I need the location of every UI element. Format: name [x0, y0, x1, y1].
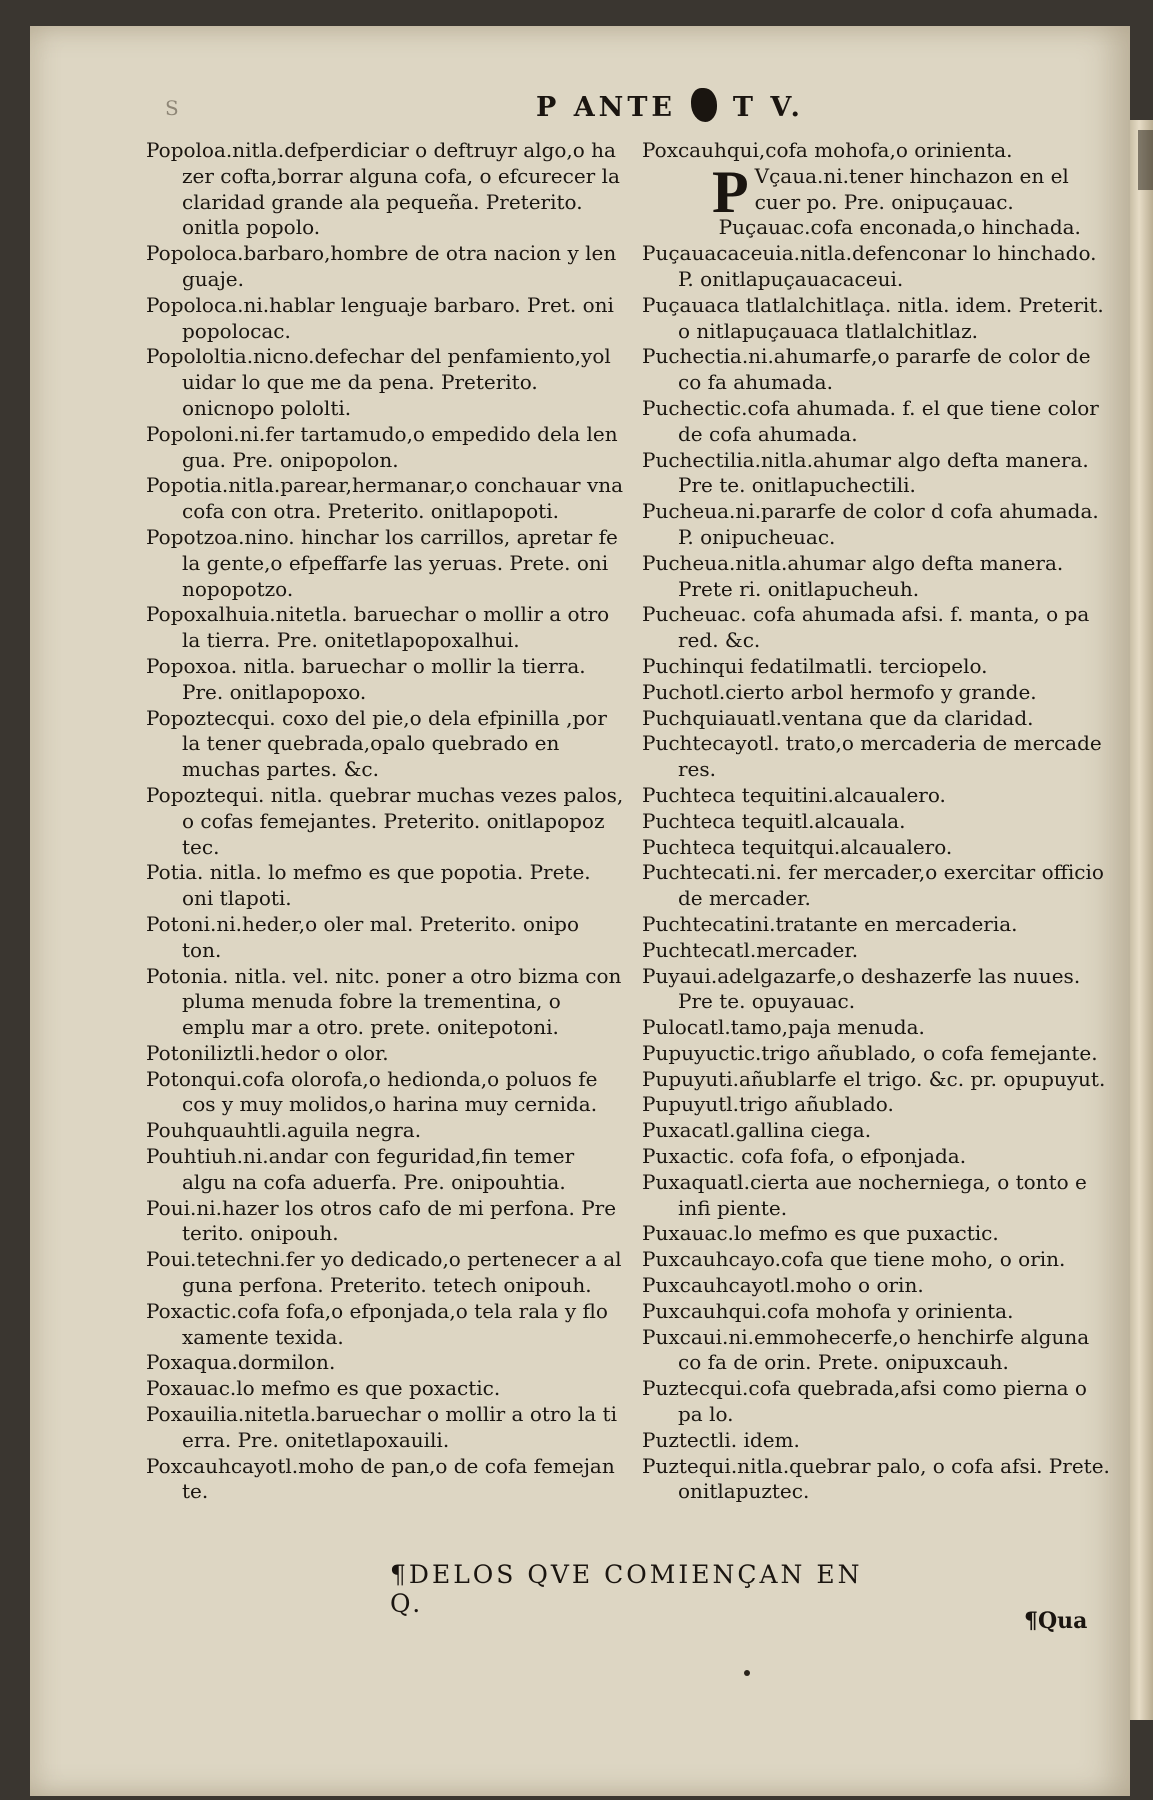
dictionary-entry: Popoxalhuia.nitetla. baruechar o mollir a otro la tierra. Pre. onitetlapopoxalhui. — [146, 602, 610, 653]
dictionary-entry: Poxcauhqui,cofa mohofa,o orinienta. — [642, 138, 1013, 162]
dictionary-entry: Pucheua.nitla.ahumar algo defta manera. Prete ri. onitlapucheuh. — [642, 550, 1064, 601]
dictionary-entry: Popoloca.ni.hablar lenguaje barbaro. Pret. oni popolocac. — [146, 292, 614, 343]
dictionary-entry: Puztequi.nitla.quebrar palo, o cofa afsi. Prete. onitlapuztec. — [642, 1453, 1110, 1504]
dictionary-entry: Puchectilia.nitla.ahumar algo defta manera. Pre te. onitlapuchectili. — [642, 447, 1089, 498]
dictionary-entry: Puchteca tequitqui.alcaualero. — [642, 834, 953, 859]
dictionary-entry: Puxacatl.gallina ciega. — [642, 1118, 872, 1143]
header-title-start: P ANTE — [536, 92, 677, 123]
dictionary-entry: Puyaui.adelgazarfe,o deshazerfe las nuues. Pre te. opuyauac. — [642, 963, 1081, 1014]
dropcap-entry — [642, 158, 1110, 225]
dictionary-entry: Pupuyutl.trigo añublado. — [642, 1092, 894, 1117]
dictionary-entry: Popoztecqui. coxo del pie,o dela efpinilla ,por la tener quebrada,opalo quebrado en muchas partes. &c. — [146, 705, 607, 782]
dictionary-entry: Puchtecayotl. trato,o mercaderia de mercade res. — [642, 731, 1102, 782]
dictionary-entry: Puztectli. idem. — [642, 1427, 800, 1452]
dictionary-entry: Pouhquauhtli.aguila negra. — [146, 1118, 422, 1143]
running-header — [536, 88, 804, 123]
dictionary-entry: Popoztequi. nitla. quebrar muchas vezes palos, o cofas femejantes. Preterito. onitlapopoz tec. — [146, 782, 624, 859]
dictionary-entry: Puztecqui.cofa quebrada,afsi como pierna o pa lo. — [642, 1376, 1087, 1427]
dictionary-entry: Puxaquatl.cierta aue nocherniega, o tonto e infi piente. — [642, 1169, 1087, 1220]
dictionary-entry: Potonia. nitla. vel. nitc. poner a otro bizma con pluma menuda fobre la trementina, o emplu mar a otro. prete. onitepotoni. — [146, 963, 622, 1040]
adjacent-page-mark — [1138, 130, 1153, 190]
dictionary-entry: Pupuyuti.añublarfe el trigo. &c. pr. opupuyut. — [642, 1066, 1106, 1091]
dictionary-entry: Popotia.nitla.parear,hermanar,o conchauar vna cofa con otra. Preterito. onitlapopoti. — [146, 473, 624, 524]
dictionary-entry: Puchtecati.ni. fer mercader,o exercitar officio de mercader. — [642, 860, 1104, 911]
dictionary-entry: Puchectic.cofa ahumada. f. el que tiene color de cofa ahumada. — [642, 395, 1099, 446]
dictionary-entry: Puxcauhcayo.cofa que tiene moho, o orin. — [642, 1247, 1066, 1272]
dictionary-entry: Popoloca.barbaro,hombre de otra nacion y len guaje. — [146, 241, 617, 291]
dictionary-entry: Popoxoa. nitla. baruechar o mollir la tierra. Pre. onitlapopoxo. — [146, 653, 586, 704]
catchword: ¶Qua — [1024, 1608, 1088, 1634]
left-column — [146, 138, 624, 1505]
section-heading: ¶DELOS QVE COMIENÇAN EN Q. — [390, 1560, 863, 1618]
ink-blot — [691, 88, 717, 122]
dictionary-entry: Puxauac.lo mefmo es que puxactic. — [642, 1221, 999, 1246]
dictionary-entry: Pucheuac. cofa ahumada afsi. f. manta, o pa red. &c. — [642, 602, 1090, 653]
dictionary-entry: Puchtecatl.mercader. — [642, 937, 859, 962]
dictionary-entry: Poui.ni.hazer los otros cafo de mi perfona. Pre terito. onipouh. — [146, 1195, 617, 1246]
dictionary-entry: Popololtia.nicno.defechar del penfamiento,yol uidar lo que me da pena. Preterito. onicnopo pololti. — [146, 344, 611, 420]
dictionary-entry: Potia. nitla. lo mefmo es que popotia. Prete. oni tlapoti. — [146, 860, 591, 911]
dictionary-entry: Puchectia.ni.ahumarfe,o pararfe de color de co fa ahumada. — [642, 344, 1091, 395]
dictionary-entry: Puchotl.cierto arbol hermofo y grande. — [642, 679, 1037, 704]
dictionary-entry: Pucheua.ni.pararfe de color d cofa ahumada. P. onipucheuac. — [642, 499, 1099, 549]
dictionary-entry: Poxactic.cofa fofa,o efponjada,o tela rala y flo xamente texida. — [146, 1298, 608, 1349]
dictionary-entry: Pulocatl.tamo,paja menuda. — [642, 1015, 925, 1040]
dictionary-entry: Puçauacaceuia.nitla.defenconar lo hinchado. P. onitlapuçauacaceui. — [642, 241, 1097, 291]
printer-dot — [744, 1670, 750, 1676]
dictionary-entry: Popotzoa.nino. hinchar los carrillos, apretar fe la gente,o efpeffarfe las yeruas. Prete. oni nopopotzo. — [146, 524, 618, 601]
dictionary-entry: Poxauilia.nitetla.baruechar o mollir a otro la ti erra. Pre. onitetlapoxauili. — [146, 1402, 617, 1452]
dictionary-entry: Potonqui.cofa olorofa,o hedionda,o poluos fe cos y muy molidos,o harina muy cernida. — [146, 1066, 598, 1117]
dictionary-entry: Potoni.ni.heder,o oler mal. Preterito. onipo ton. — [146, 911, 579, 962]
dictionary-entry: Popoloni.ni.fer tartamudo,o empedido dela len gua. Pre. onipopolon. — [146, 421, 618, 472]
page-edge — [1130, 120, 1153, 1720]
dictionary-entry: Pouhtiuh.ni.andar con feguridad,fin temer algu na cofa aduerfa. Pre. onipouhtia. — [146, 1144, 575, 1194]
dictionary-entry: Potoniliztli.hedor o olor. — [146, 1040, 389, 1065]
dictionary-entry: Puchteca tequitini.alcaualero. — [642, 782, 946, 807]
dictionary-entry: Puchinqui fedatilmatli. terciopelo. — [642, 653, 988, 678]
dictionary-entry: Puxactic. cofa fofa, o efponjada. — [642, 1144, 967, 1169]
dictionary-entry: Puchquiauatl.ventana que da claridad. — [642, 705, 1034, 730]
dictionary-entry: Popoloa.nitla.defperdiciar o deftruyr algo,o ha zer cofta,borrar alguna cofa, o efcurecer la claridad grande ala pequeña. Preterito. onitla popolo. — [146, 138, 620, 240]
dictionary-entry: Puchtecatini.tratante en mercaderia. — [642, 911, 1018, 936]
header-title-end: T V. — [732, 92, 804, 123]
dictionary-entry: Puxcauhqui.cofa mohofa y orinienta. — [642, 1298, 1014, 1323]
dictionary-entry: Puçauac.cofa enconada,o hinchada. — [718, 215, 1081, 240]
dictionary-entry: Pupuyuctic.trigo añublado, o cofa femejante. — [642, 1040, 1098, 1065]
dictionary-entry: Poxcauhcayotl.moho de pan,o de cofa femejan te. — [146, 1453, 615, 1504]
right-column — [642, 138, 1110, 1505]
dictionary-entry: Puxcauhcayotl.moho o orin. — [642, 1273, 924, 1298]
dropcap-text: Vçaua.ni.tener hinchazon en el cuer po. Pre. onipuçauac. — [754, 163, 1069, 214]
dictionary-entry: Puchteca tequitl.alcauala. — [642, 808, 906, 833]
right-entries — [642, 215, 1110, 1505]
dictionary-entry: Puxcaui.ni.emmohecerfe,o henchirfe alguna co fa de orin. Prete. onipuxcauh. — [642, 1324, 1090, 1375]
dictionary-entry: Poxaqua.dormilon. — [146, 1350, 336, 1375]
dropcap-letter: P — [712, 158, 749, 225]
dictionary-entry: Poxauac.lo mefmo es que poxactic. — [146, 1376, 501, 1401]
dictionary-entry: Poui.tetechni.fer yo dedicado,o pertenecer a al guna perfona. Preterito. tetech onipouh. — [146, 1247, 622, 1298]
dictionary-entry: Puçauaca tlatlalchitlaça. nitla. idem. Preterit. o nitlapuçauaca tlatlalchitlaz. — [642, 292, 1104, 343]
folio-number: S — [165, 96, 179, 120]
